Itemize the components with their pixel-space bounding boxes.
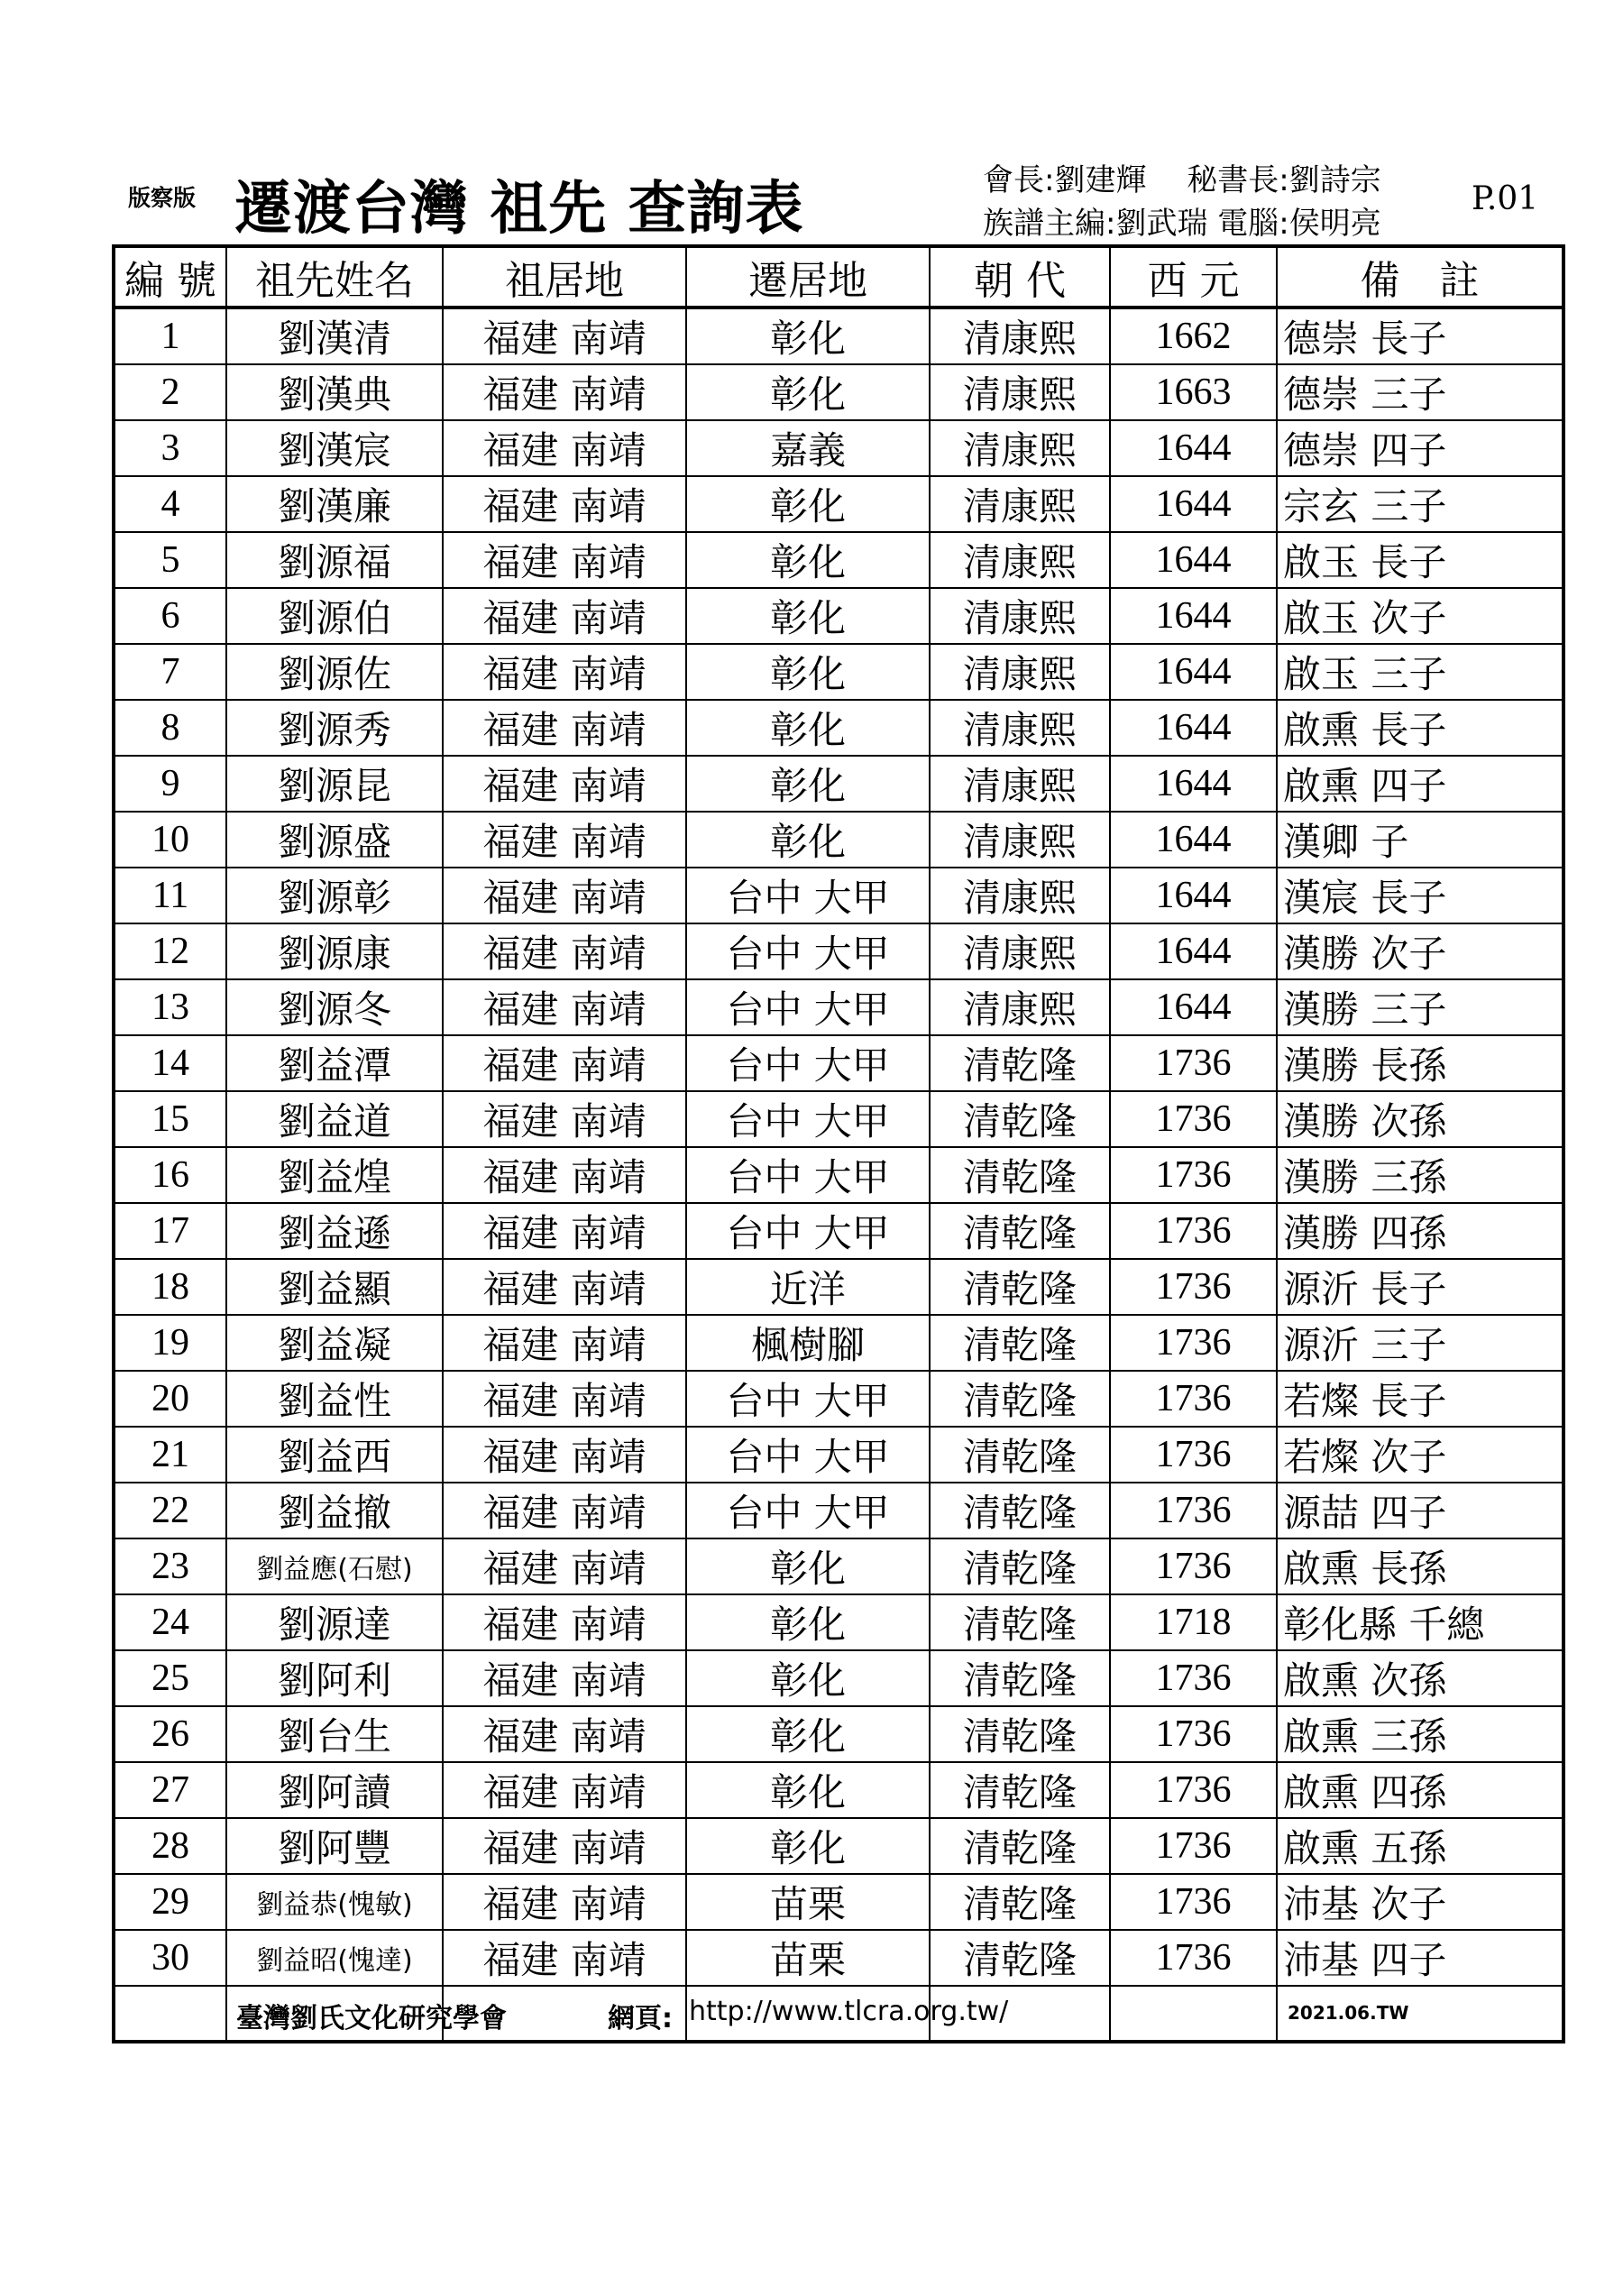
page-title: 遷渡台灣 祖先 查詢表 — [234, 176, 804, 243]
cell-year: 1644 — [1110, 476, 1277, 532]
cell-number: 22 — [114, 1483, 226, 1538]
cell-dynasty: 清乾隆 — [930, 1259, 1110, 1315]
column-header-destination: 遷居地 — [686, 246, 930, 308]
cell-ancestor-name: 劉益西 — [226, 1427, 443, 1483]
cell-dynasty: 清康熙 — [930, 756, 1110, 812]
cell-notes: 沛基 四子 — [1277, 1930, 1563, 1986]
cell-notes: 漢勝 次子 — [1277, 923, 1563, 979]
cell-number: 12 — [114, 923, 226, 979]
cell-number: 15 — [114, 1091, 226, 1147]
cell-dynasty: 清康熙 — [930, 476, 1110, 532]
cell-dynasty: 清乾隆 — [930, 1483, 1110, 1538]
cell-dynasty: 清乾隆 — [930, 1706, 1110, 1762]
cell-year: 1662 — [1110, 308, 1277, 364]
cell-notes: 啟熏 四孫 — [1277, 1762, 1563, 1818]
cell-year: 1644 — [1110, 923, 1277, 979]
table-row — [114, 1203, 1563, 1259]
cell-dynasty: 清乾隆 — [930, 1427, 1110, 1483]
cell-origin: 福建 南靖 — [443, 1818, 686, 1874]
table-row — [114, 1371, 1563, 1427]
cell-notes: 漢勝 長孫 — [1277, 1035, 1563, 1091]
cell-ancestor-name: 劉漢廉 — [226, 476, 443, 532]
cell-year: 1644 — [1110, 588, 1277, 644]
cell-destination: 楓樹腳 — [686, 1315, 930, 1371]
cell-number: 20 — [114, 1371, 226, 1427]
cell-origin: 福建 南靖 — [443, 588, 686, 644]
table-row — [114, 812, 1563, 868]
cell-number: 26 — [114, 1706, 226, 1762]
cell-year: 1644 — [1110, 979, 1277, 1035]
cell-dynasty: 清乾隆 — [930, 1035, 1110, 1091]
cell-dynasty: 清乾隆 — [930, 1650, 1110, 1706]
cell-origin: 福建 南靖 — [443, 1259, 686, 1315]
table-row — [114, 1650, 1563, 1706]
cell-number: 1 — [114, 308, 226, 364]
cell-number: 21 — [114, 1427, 226, 1483]
cell-destination: 台中 大甲 — [686, 1091, 930, 1147]
table-row — [114, 308, 1563, 364]
table-row — [114, 532, 1563, 588]
column-header-year: 西 元 — [1110, 246, 1277, 308]
cell-origin: 福建 南靖 — [443, 756, 686, 812]
column-header-ancestor-name: 祖先姓名 — [226, 246, 443, 308]
cell-year: 1644 — [1110, 868, 1277, 923]
cell-origin: 福建 南靖 — [443, 644, 686, 700]
cell-destination: 台中 大甲 — [686, 868, 930, 923]
cell-number: 9 — [114, 756, 226, 812]
cell-destination: 彰化 — [686, 812, 930, 868]
cell-origin: 福建 南靖 — [443, 364, 686, 420]
cell-year: 1736 — [1110, 1930, 1277, 1986]
table-row — [114, 1315, 1563, 1371]
cell-ancestor-name: 劉源秀 — [226, 700, 443, 756]
cell-year: 1736 — [1110, 1706, 1277, 1762]
cell-notes: 啟熏 次孫 — [1277, 1650, 1563, 1706]
table-row — [114, 1427, 1563, 1483]
cell-notes: 漢勝 次孫 — [1277, 1091, 1563, 1147]
cell-notes: 漢宸 長子 — [1277, 868, 1563, 923]
cell-origin: 福建 南靖 — [443, 868, 686, 923]
cell-destination: 台中 大甲 — [686, 1427, 930, 1483]
cell-year: 1736 — [1110, 1483, 1277, 1538]
cell-notes: 若燦 次子 — [1277, 1427, 1563, 1483]
officers-line-2: 族譜主編:劉武瑞 電腦:侯明亮 — [983, 206, 1381, 242]
cell-year: 1736 — [1110, 1035, 1277, 1091]
cell-dynasty: 清康熙 — [930, 923, 1110, 979]
cell-year: 1644 — [1110, 756, 1277, 812]
table-row — [114, 1538, 1563, 1594]
cell-destination: 彰化 — [686, 1650, 930, 1706]
cell-dynasty: 清康熙 — [930, 644, 1110, 700]
cell-destination: 台中 大甲 — [686, 1371, 930, 1427]
cell-notes: 源喆 四子 — [1277, 1483, 1563, 1538]
cell-dynasty: 清康熙 — [930, 364, 1110, 420]
cell-ancestor-name: 劉益遜 — [226, 1203, 443, 1259]
footer-date: 2021.06.TW — [1288, 2002, 1409, 2024]
table-row — [114, 1930, 1563, 1986]
footer-organization: 臺灣劉氏文化研究學會 — [236, 2003, 507, 2034]
cell-notes: 啟熏 五孫 — [1277, 1818, 1563, 1874]
cell-number: 29 — [114, 1874, 226, 1930]
cell-ancestor-name: 劉益顯 — [226, 1259, 443, 1315]
cell-number: 28 — [114, 1818, 226, 1874]
cell-dynasty: 清乾隆 — [930, 1147, 1110, 1203]
cell-ancestor-name: 劉益潭 — [226, 1035, 443, 1091]
cell-year: 1644 — [1110, 532, 1277, 588]
cell-origin: 福建 南靖 — [443, 1203, 686, 1259]
table-row — [114, 868, 1563, 923]
cell-destination: 苗栗 — [686, 1874, 930, 1930]
column-header-number: 編 號 — [114, 246, 226, 308]
cell-number: 11 — [114, 868, 226, 923]
cell-ancestor-name: 劉益煌 — [226, 1147, 443, 1203]
table-row — [114, 1147, 1563, 1203]
cell-number: 2 — [114, 364, 226, 420]
cell-number: 5 — [114, 532, 226, 588]
cell-number: 16 — [114, 1147, 226, 1203]
cell-dynasty: 清康熙 — [930, 700, 1110, 756]
cell-destination: 台中 大甲 — [686, 923, 930, 979]
cell-destination: 彰化 — [686, 644, 930, 700]
table-row — [114, 1874, 1563, 1930]
cell-year: 1736 — [1110, 1762, 1277, 1818]
cell-notes: 沛基 次子 — [1277, 1874, 1563, 1930]
cell-origin: 福建 南靖 — [443, 1427, 686, 1483]
cell-ancestor-name: 劉漢清 — [226, 308, 443, 364]
cell-dynasty: 清康熙 — [930, 979, 1110, 1035]
cell-year: 1644 — [1110, 644, 1277, 700]
column-header-origin: 祖居地 — [443, 246, 686, 308]
cell-ancestor-name: 劉益道 — [226, 1091, 443, 1147]
cell-dynasty: 清康熙 — [930, 812, 1110, 868]
cell-year: 1736 — [1110, 1650, 1277, 1706]
officers-line-1: 會長:劉建輝 秘書長:劉詩宗 — [983, 162, 1381, 198]
cell-origin: 福建 南靖 — [443, 1706, 686, 1762]
cell-origin: 福建 南靖 — [443, 1091, 686, 1147]
table-row — [114, 1483, 1563, 1538]
cell-origin: 福建 南靖 — [443, 1650, 686, 1706]
cell-destination: 彰化 — [686, 476, 930, 532]
edition-label: 版察版 — [128, 185, 197, 211]
cell-dynasty: 清乾隆 — [930, 1538, 1110, 1594]
table-row — [114, 420, 1563, 476]
cell-origin: 福建 南靖 — [443, 1147, 686, 1203]
cell-destination: 彰化 — [686, 532, 930, 588]
cell-dynasty: 清康熙 — [930, 868, 1110, 923]
table-row — [114, 979, 1563, 1035]
cell-year: 1736 — [1110, 1091, 1277, 1147]
cell-destination: 台中 大甲 — [686, 1203, 930, 1259]
table-header-row — [114, 246, 1563, 308]
cell-origin: 福建 南靖 — [443, 1483, 686, 1538]
cell-number: 10 — [114, 812, 226, 868]
cell-notes: 德崇 三子 — [1277, 364, 1563, 420]
cell-ancestor-name: 劉益恭(愧敏) — [226, 1874, 443, 1930]
cell-ancestor-name: 劉益撤 — [226, 1483, 443, 1538]
cell-number: 25 — [114, 1650, 226, 1706]
cell-notes: 漢勝 三子 — [1277, 979, 1563, 1035]
cell-number: 8 — [114, 700, 226, 756]
cell-notes: 啟熏 長子 — [1277, 700, 1563, 756]
cell-destination: 嘉義 — [686, 420, 930, 476]
cell-dynasty: 清乾隆 — [930, 1091, 1110, 1147]
cell-year: 1736 — [1110, 1538, 1277, 1594]
cell-number: 23 — [114, 1538, 226, 1594]
cell-dynasty: 清乾隆 — [930, 1594, 1110, 1650]
footer-web-label: 網頁: — [608, 2003, 673, 2034]
cell-number: 6 — [114, 588, 226, 644]
cell-ancestor-name: 劉源冬 — [226, 979, 443, 1035]
cell-dynasty: 清乾隆 — [930, 1371, 1110, 1427]
cell-origin: 福建 南靖 — [443, 1538, 686, 1594]
cell-notes: 德崇 四子 — [1277, 420, 1563, 476]
cell-origin: 福建 南靖 — [443, 812, 686, 868]
cell-destination: 台中 大甲 — [686, 979, 930, 1035]
cell-destination: 彰化 — [686, 308, 930, 364]
cell-destination: 台中 大甲 — [686, 1035, 930, 1091]
cell-notes: 啟玉 次子 — [1277, 588, 1563, 644]
cell-origin: 福建 南靖 — [443, 1874, 686, 1930]
table-row — [114, 923, 1563, 979]
cell-origin: 福建 南靖 — [443, 476, 686, 532]
cell-number: 19 — [114, 1315, 226, 1371]
cell-destination: 彰化 — [686, 700, 930, 756]
cell-number: 24 — [114, 1594, 226, 1650]
ancestor-table — [112, 244, 1565, 2043]
cell-dynasty: 清康熙 — [930, 588, 1110, 644]
cell-number: 27 — [114, 1762, 226, 1818]
cell-destination: 彰化 — [686, 1594, 930, 1650]
cell-destination: 彰化 — [686, 1538, 930, 1594]
cell-destination: 彰化 — [686, 756, 930, 812]
cell-destination: 近洋 — [686, 1259, 930, 1315]
cell-notes: 德崇 長子 — [1277, 308, 1563, 364]
cell-year: 1736 — [1110, 1203, 1277, 1259]
cell-notes: 啟熏 長孫 — [1277, 1538, 1563, 1594]
cell-destination: 彰化 — [686, 1706, 930, 1762]
cell-destination: 苗栗 — [686, 1930, 930, 1986]
cell-dynasty: 清乾隆 — [930, 1874, 1110, 1930]
cell-ancestor-name: 劉益應(石慰) — [226, 1538, 443, 1594]
cell-ancestor-name: 劉阿利 — [226, 1650, 443, 1706]
cell-year: 1736 — [1110, 1818, 1277, 1874]
cell-dynasty: 清乾隆 — [930, 1203, 1110, 1259]
cell-notes: 若燦 長子 — [1277, 1371, 1563, 1427]
cell-ancestor-name: 劉漢宸 — [226, 420, 443, 476]
cell-destination: 彰化 — [686, 1762, 930, 1818]
cell-ancestor-name: 劉源盛 — [226, 812, 443, 868]
cell-origin: 福建 南靖 — [443, 532, 686, 588]
table-row — [114, 700, 1563, 756]
cell-notes: 源沂 長子 — [1277, 1259, 1563, 1315]
cell-ancestor-name: 劉源達 — [226, 1594, 443, 1650]
cell-number: 4 — [114, 476, 226, 532]
table-row — [114, 756, 1563, 812]
cell-year — [1110, 1986, 1277, 2042]
cell-number: 30 — [114, 1930, 226, 1986]
cell-ancestor-name: 劉益昭(愧達) — [226, 1930, 443, 1986]
cell-number — [114, 1986, 226, 2042]
cell-destination: 彰化 — [686, 364, 930, 420]
cell-dynasty: 清乾隆 — [930, 1315, 1110, 1371]
cell-notes: 啟熏 四子 — [1277, 756, 1563, 812]
cell-ancestor-name: 劉阿豐 — [226, 1818, 443, 1874]
table-row — [114, 588, 1563, 644]
cell-year: 1644 — [1110, 700, 1277, 756]
cell-ancestor-name: 劉源福 — [226, 532, 443, 588]
cell-ancestor-name: 劉益凝 — [226, 1315, 443, 1371]
cell-notes: 漢卿 子 — [1277, 812, 1563, 868]
cell-ancestor-name: 劉阿讀 — [226, 1762, 443, 1818]
cell-origin: 福建 南靖 — [443, 1594, 686, 1650]
cell-ancestor-name: 劉源伯 — [226, 588, 443, 644]
table-row — [114, 1035, 1563, 1091]
cell-number: 13 — [114, 979, 226, 1035]
table-row — [114, 476, 1563, 532]
table-row — [114, 644, 1563, 700]
cell-notes: 宗玄 三子 — [1277, 476, 1563, 532]
cell-year: 1644 — [1110, 420, 1277, 476]
cell-dynasty: 清康熙 — [930, 308, 1110, 364]
cell-notes: 啟玉 長子 — [1277, 532, 1563, 588]
cell-year: 1663 — [1110, 364, 1277, 420]
cell-year: 1736 — [1110, 1371, 1277, 1427]
table-row — [114, 1091, 1563, 1147]
cell-number: 7 — [114, 644, 226, 700]
cell-number: 18 — [114, 1259, 226, 1315]
cell-destination: 彰化 — [686, 1818, 930, 1874]
cell-ancestor-name: 劉益性 — [226, 1371, 443, 1427]
cell-origin: 福建 南靖 — [443, 979, 686, 1035]
cell-notes: 漢勝 四孫 — [1277, 1203, 1563, 1259]
cell-destination: 台中 大甲 — [686, 1147, 930, 1203]
cell-origin: 福建 南靖 — [443, 1762, 686, 1818]
cell-year: 1736 — [1110, 1315, 1277, 1371]
cell-ancestor-name: 劉源昆 — [226, 756, 443, 812]
cell-year: 1736 — [1110, 1259, 1277, 1315]
table-row — [114, 1259, 1563, 1315]
column-header-dynasty: 朝 代 — [930, 246, 1110, 308]
footer-web-url[interactable]: http://www.tlcra.org.tw/ — [689, 1996, 1009, 2027]
cell-dynasty: 清乾隆 — [930, 1930, 1110, 1986]
cell-origin: 福建 南靖 — [443, 1371, 686, 1427]
table-row — [114, 1706, 1563, 1762]
cell-origin: 福建 南靖 — [443, 420, 686, 476]
cell-dynasty: 清康熙 — [930, 532, 1110, 588]
column-header-notes: 備 註 — [1277, 246, 1563, 308]
cell-notes: 漢勝 三孫 — [1277, 1147, 1563, 1203]
table-row — [114, 1762, 1563, 1818]
cell-origin: 福建 南靖 — [443, 923, 686, 979]
table-row — [114, 364, 1563, 420]
cell-ancestor-name: 劉台生 — [226, 1706, 443, 1762]
cell-ancestor-name: 劉源佐 — [226, 644, 443, 700]
cell-year: 1718 — [1110, 1594, 1277, 1650]
cell-number: 3 — [114, 420, 226, 476]
cell-ancestor-name: 劉漢典 — [226, 364, 443, 420]
cell-notes: 啟玉 三子 — [1277, 644, 1563, 700]
cell-year: 1736 — [1110, 1874, 1277, 1930]
cell-destination: 台中 大甲 — [686, 1483, 930, 1538]
cell-year: 1736 — [1110, 1427, 1277, 1483]
cell-destination: 彰化 — [686, 588, 930, 644]
cell-dynasty: 清乾隆 — [930, 1818, 1110, 1874]
cell-origin: 福建 南靖 — [443, 1315, 686, 1371]
cell-year: 1736 — [1110, 1147, 1277, 1203]
cell-origin: 福建 南靖 — [443, 1930, 686, 1986]
cell-number: 14 — [114, 1035, 226, 1091]
cell-origin: 福建 南靖 — [443, 700, 686, 756]
cell-ancestor-name: 劉源彰 — [226, 868, 443, 923]
cell-origin: 福建 南靖 — [443, 1035, 686, 1091]
cell-notes: 源沂 三子 — [1277, 1315, 1563, 1371]
cell-dynasty: 清乾隆 — [930, 1762, 1110, 1818]
cell-number: 17 — [114, 1203, 226, 1259]
table-row — [114, 1594, 1563, 1650]
cell-ancestor-name: 劉源康 — [226, 923, 443, 979]
page-number: P.01 — [1472, 180, 1539, 217]
table-row — [114, 1818, 1563, 1874]
cell-notes: 啟熏 三孫 — [1277, 1706, 1563, 1762]
cell-year: 1644 — [1110, 812, 1277, 868]
cell-origin: 福建 南靖 — [443, 308, 686, 364]
cell-dynasty: 清康熙 — [930, 420, 1110, 476]
cell-notes: 彰化縣 千總 — [1277, 1594, 1563, 1650]
